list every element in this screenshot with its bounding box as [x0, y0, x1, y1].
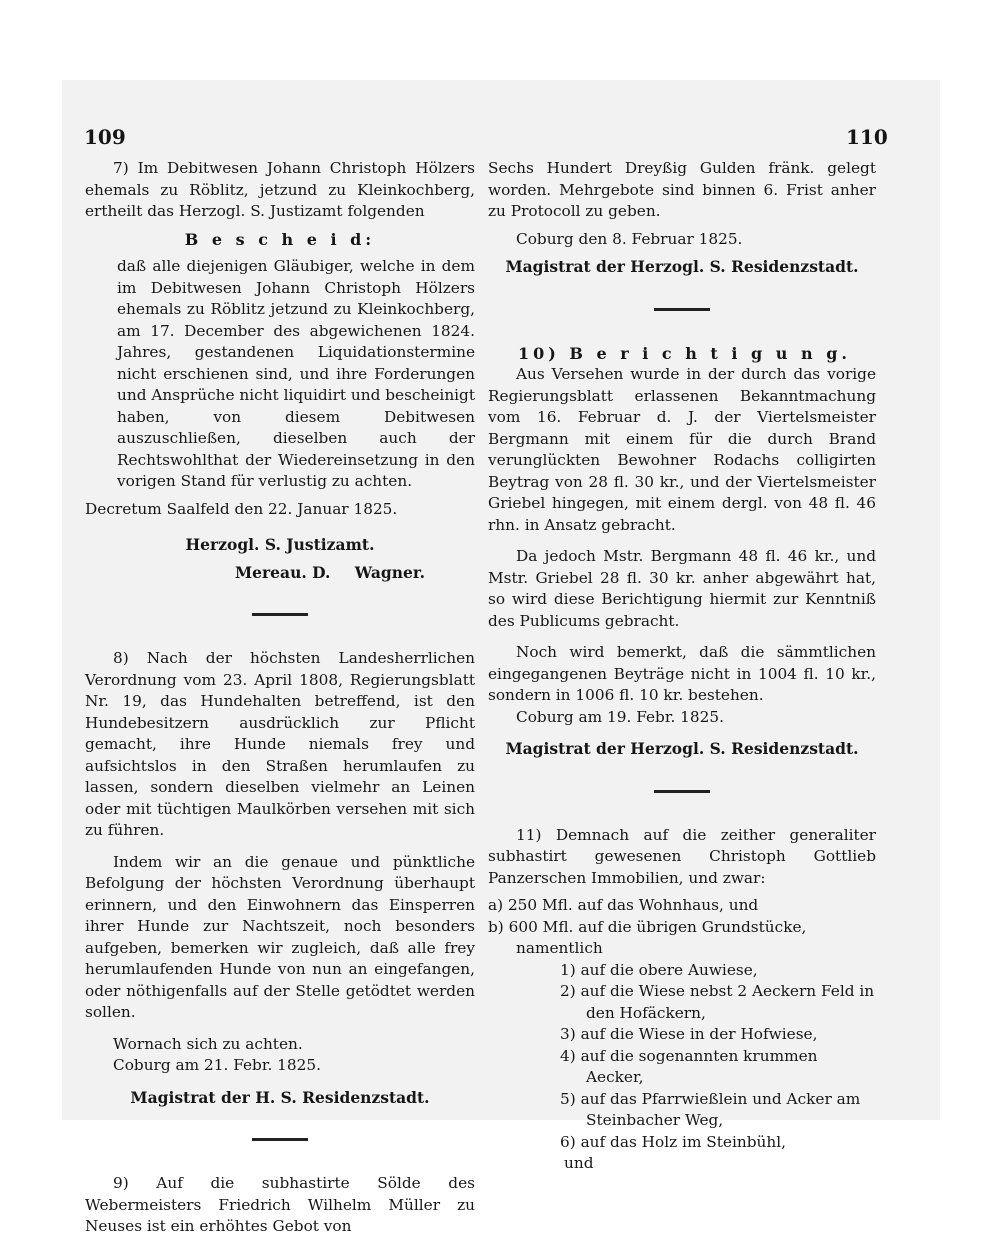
signer-mereau: Mereau. D.	[235, 562, 331, 582]
bescheid-heading: B e s c h e i d:	[184, 229, 376, 249]
item-10-paragraph-1: Aus Versehen wurde in der durch das vorige Regierungsblatt erlassenen Bekanntmachung vom 16. Februar d. J. der Viertelsmeister Bergmann mit einem für die durch Brand verunglückten Bewohner Rodachs colligirten Beytrag von 28 fl. 30 kr., und der Viertelsmeister Griebel hingegen, mit einem dergl. von 48 fl. 46 rhn. in Ansatz gebracht.	[488, 365, 876, 534]
item-10-date: Coburg am 19. Febr. 1825.	[516, 707, 724, 726]
item-9-continuation: Sechs Hundert Dreyßig Gulden fränk. gelegt worden. Mehrgebote sind binnen 6. Frist anher zu Protocoll zu geben.	[488, 159, 876, 220]
item-10-heading: 10) B e r i c h t i g u n g.	[518, 343, 851, 363]
item-11-b: b) 600 Mfl. auf die übrigen Grundstücke, namentlich	[488, 917, 807, 957]
section-divider	[252, 613, 308, 616]
item-8-paragraph-1: 8) Nach der höchsten Landesherrlichen Verordnung vom 23. April 1808, Regierungsblatt Nr. 19, das Hundehalten betreffend, ist den Hundebesitzern ausdrücklich zur Pflicht gemacht, ihre Hunde niemals frey und aufsichtslos in den Straßen herumlaufen zu lassen, sondern dieselben vielmehr an Leinen oder mit tüchtigen Maulkörben versehen mit sich zu führen.	[85, 649, 475, 839]
catchword: und	[564, 1154, 594, 1172]
signatories	[235, 562, 425, 584]
item-10-paragraph-3: Noch wird bemerkt, daß die sämmtlichen eingegangenen Beyträge nicht in 1004 fl. 10 kr., sondern in 1006 fl. 10 kr. bestehen.	[488, 643, 876, 704]
wornach-line: Wornach sich zu achten.	[113, 1034, 303, 1053]
item-8-date: Coburg am 21. Febr. 1825.	[113, 1056, 321, 1074]
item-10-paragraph-2: Da jedoch Mstr. Bergmann 48 fl. 46 kr., und Mstr. Griebel 28 fl. 30 kr. anher abgewährt hat, so wird diese Berichtigung hiermit zur Kenntniß des Publicums gebracht.	[488, 547, 876, 630]
property-item: 4) auf die sogenannten krummen Aecker,	[560, 1046, 818, 1086]
authority-magistrat-9: Magistrat der Herzogl. S. Residenzstadt.	[505, 257, 859, 276]
item-7-intro: 7) Im Debitwesen Johann Christoph Hölzers ehemals zu Röblitz, jetzund zu Kleinkochberg, ertheilt das Herzogl. S. Justizamt folgenden	[85, 159, 475, 220]
section-divider	[654, 790, 710, 793]
right-page-column	[488, 158, 876, 1175]
item-9-start: 9) Auf die subhastirte Sölde des Webermeisters Friedrich Wilhelm Müller zu Neuses ist ein erhöhtes Gebot von	[85, 1174, 475, 1235]
property-item: 1) auf die obere Auwiese,	[560, 960, 758, 979]
page-number-left: 109	[84, 125, 126, 149]
property-item: 5) auf das Pfarrwießlein und Acker am Steinbacher Weg,	[560, 1089, 861, 1129]
authority-magistrat-hs: Magistrat der H. S. Residenzstadt.	[130, 1087, 430, 1107]
property-item: 6) auf das Holz im Steinbühl,	[560, 1132, 786, 1151]
section-divider	[654, 308, 710, 311]
item-11-a: a) 250 Mfl. auf das Wohnhaus, und	[488, 896, 759, 914]
item-8-paragraph-2: Indem wir an die genaue und pünktliche Befolgung der höchsten Verordnung überhaupt erinnern, und den Einwohnern das Einsperren ihrer Hunde zur Nachtszeit, noch besonders aufgeben, bemerken wir zugleich, daß alle frey herumlaufenden Hunde von nun an eingefangen, oder nöthigenfalls auf der Stelle getödtet werden sollen.	[85, 852, 475, 1021]
section-divider	[252, 1138, 308, 1141]
property-item: 3) auf die Wiese in der Hofwiese,	[560, 1025, 818, 1043]
authority-magistrat-10: Magistrat der Herzogl. S. Residenzstadt.	[505, 739, 859, 758]
item-9-date: Coburg den 8. Februar 1825.	[516, 229, 743, 248]
page-number-right: 110	[846, 125, 888, 149]
bescheid-text: daß alle diejenigen Gläubiger, welche in dem im Debitwesen Johann Christoph Hölzers ehemals zu Röblitz jetzund zu Kleinkochberg, am 17. December des abgewichenen 1824. Jahres, gestandenen Liquidationstermine nicht erschienen sind, und ihre Forderungen und Ansprüche nicht liquidirt und bescheinigt haben, von diesem Debitwesen auszuschließen, dieselben auch der Rechtswohlthat der Wiedereinsetzung in den vorigen Stand für verlustig zu achten.	[117, 257, 475, 490]
signer-wagner: Wagner.	[354, 562, 425, 582]
item-11-intro: 11) Demnach auf die zeither generaliter subhastirt gewesenen Christoph Gottlieb Panzerschen Immobilien, und zwar:	[488, 825, 876, 887]
property-item: 2) auf die Wiese nebst 2 Aeckern Feld in den Hofäckern,	[560, 982, 875, 1022]
authority-justizamt: Herzogl. S. Justizamt.	[185, 535, 375, 554]
property-list	[488, 960, 876, 1154]
decretum-line: Decretum Saalfeld den 22. Januar 1825.	[85, 499, 398, 518]
left-page-column	[85, 158, 475, 1238]
